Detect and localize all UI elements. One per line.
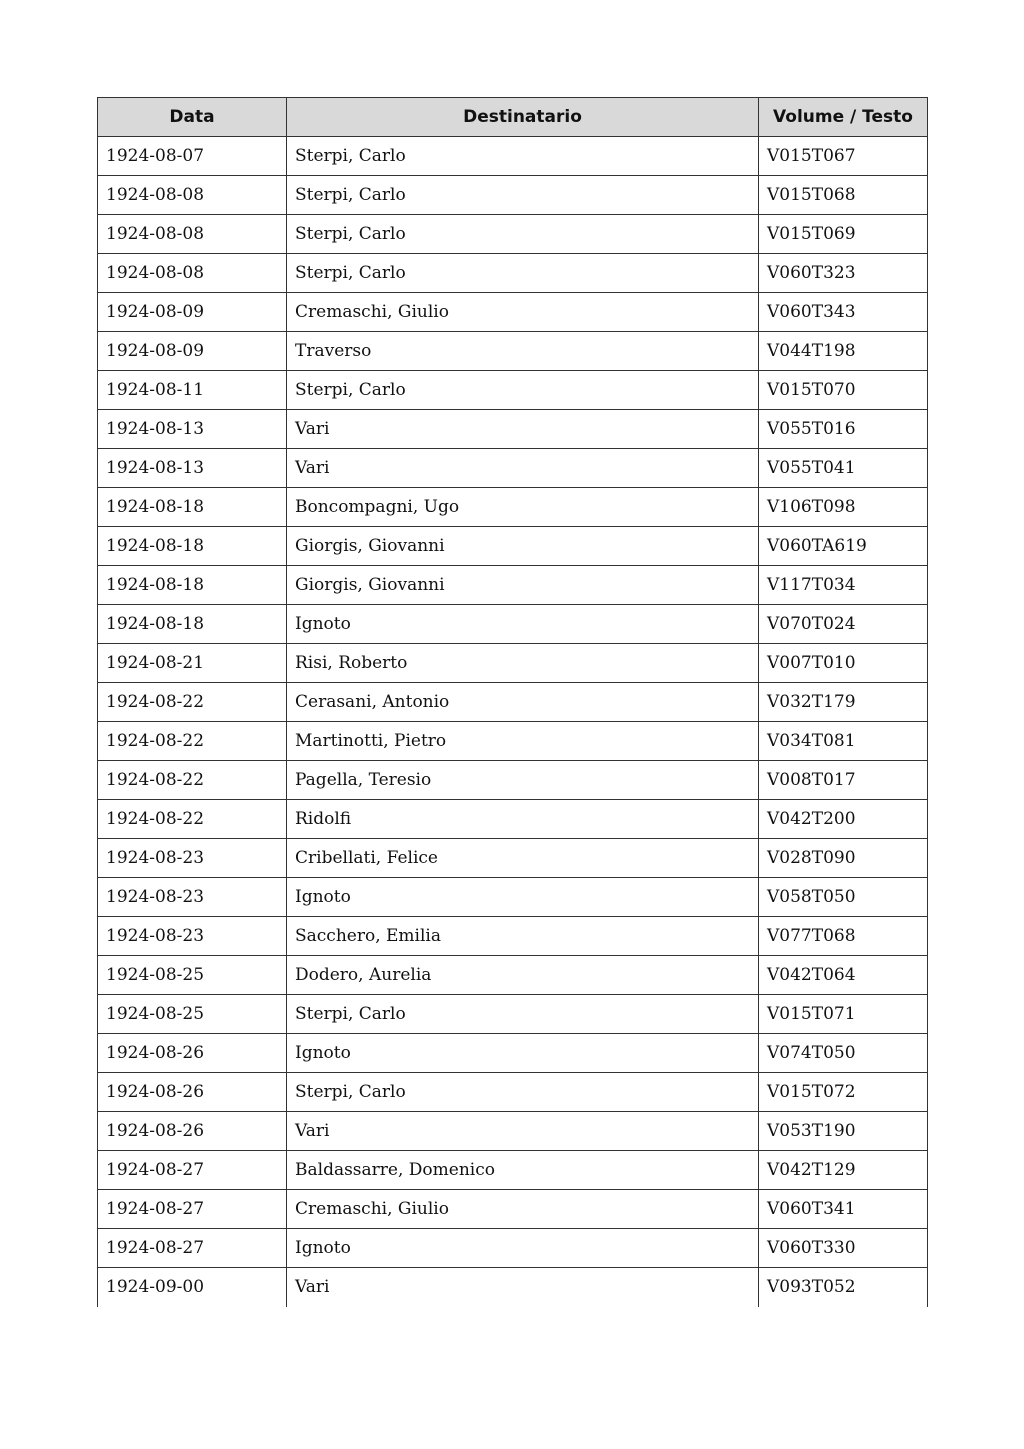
table-row (98, 449, 928, 488)
cell-date: 1924-08-27 (98, 1151, 287, 1190)
cell-date: 1924-08-26 (98, 1073, 287, 1112)
table-row (98, 488, 928, 527)
cell-recipient: Sterpi, Carlo (287, 137, 759, 176)
cell-recipient: Sterpi, Carlo (287, 1073, 759, 1112)
cell-recipient: Vari (287, 449, 759, 488)
table-row (98, 293, 928, 332)
table-row (98, 800, 928, 839)
table-row (98, 878, 928, 917)
header-row (98, 98, 928, 137)
table-body (98, 137, 928, 1307)
cell-volume-text: V117T034 (759, 566, 928, 605)
cell-date: 1924-08-07 (98, 137, 287, 176)
cell-recipient: Vari (287, 410, 759, 449)
cell-date: 1924-08-26 (98, 1034, 287, 1073)
cell-date: 1924-08-18 (98, 527, 287, 566)
cell-date: 1924-08-22 (98, 761, 287, 800)
cell-date: 1924-08-11 (98, 371, 287, 410)
cell-volume-text: V008T017 (759, 761, 928, 800)
cell-date: 1924-08-08 (98, 254, 287, 293)
cell-recipient: Sterpi, Carlo (287, 995, 759, 1034)
cell-recipient: Traverso (287, 332, 759, 371)
cell-volume-text: V074T050 (759, 1034, 928, 1073)
cell-recipient: Martinotti, Pietro (287, 722, 759, 761)
cell-volume-text: V015T070 (759, 371, 928, 410)
cell-recipient: Dodero, Aurelia (287, 956, 759, 995)
cell-volume-text: V032T179 (759, 683, 928, 722)
cell-recipient: Vari (287, 1112, 759, 1151)
table-row (98, 1268, 928, 1307)
cell-recipient: Sterpi, Carlo (287, 176, 759, 215)
cell-recipient: Ignoto (287, 605, 759, 644)
cell-date: 1924-08-08 (98, 215, 287, 254)
cell-volume-text: V015T069 (759, 215, 928, 254)
table-row (98, 1034, 928, 1073)
cell-date: 1924-08-08 (98, 176, 287, 215)
cell-recipient: Ignoto (287, 878, 759, 917)
cell-volume-text: V015T072 (759, 1073, 928, 1112)
table-row (98, 410, 928, 449)
document-page (97, 97, 927, 1307)
cell-recipient: Cribellati, Felice (287, 839, 759, 878)
table-row (98, 1151, 928, 1190)
cell-date: 1924-08-23 (98, 839, 287, 878)
table-row (98, 1112, 928, 1151)
cell-recipient: Giorgis, Giovanni (287, 566, 759, 605)
cell-volume-text: V093T052 (759, 1268, 928, 1307)
cell-date: 1924-08-18 (98, 566, 287, 605)
cell-date: 1924-08-22 (98, 683, 287, 722)
cell-volume-text: V042T200 (759, 800, 928, 839)
cell-date: 1924-08-13 (98, 410, 287, 449)
cell-volume-text: V060T330 (759, 1229, 928, 1268)
cell-volume-text: V077T068 (759, 917, 928, 956)
table-row (98, 527, 928, 566)
cell-date: 1924-08-27 (98, 1229, 287, 1268)
cell-volume-text: V060TA619 (759, 527, 928, 566)
cell-volume-text: V060T341 (759, 1190, 928, 1229)
cell-date: 1924-08-23 (98, 917, 287, 956)
table-row (98, 644, 928, 683)
table-row (98, 332, 928, 371)
table-row (98, 761, 928, 800)
cell-recipient: Ignoto (287, 1229, 759, 1268)
cell-recipient: Sterpi, Carlo (287, 215, 759, 254)
cell-recipient: Risi, Roberto (287, 644, 759, 683)
cell-volume-text: V042T064 (759, 956, 928, 995)
cell-volume-text: V053T190 (759, 1112, 928, 1151)
table-row (98, 722, 928, 761)
cell-volume-text: V042T129 (759, 1151, 928, 1190)
cell-date: 1924-08-22 (98, 800, 287, 839)
cell-date: 1924-09-00 (98, 1268, 287, 1307)
table-row (98, 137, 928, 176)
cell-recipient: Cerasani, Antonio (287, 683, 759, 722)
cell-recipient: Cremaschi, Giulio (287, 293, 759, 332)
table-row (98, 1190, 928, 1229)
cell-date: 1924-08-09 (98, 332, 287, 371)
header-volume-text: Volume / Testo (759, 98, 928, 137)
cell-volume-text: V044T198 (759, 332, 928, 371)
cell-volume-text: V034T081 (759, 722, 928, 761)
table-row (98, 1229, 928, 1268)
cell-recipient: Baldassarre, Domenico (287, 1151, 759, 1190)
cell-date: 1924-08-22 (98, 722, 287, 761)
table-row (98, 254, 928, 293)
cell-volume-text: V055T041 (759, 449, 928, 488)
header-date: Data (98, 98, 287, 137)
cell-date: 1924-08-13 (98, 449, 287, 488)
cell-date: 1924-08-25 (98, 995, 287, 1034)
cell-volume-text: V060T323 (759, 254, 928, 293)
table-row (98, 371, 928, 410)
cell-date: 1924-08-21 (98, 644, 287, 683)
table-row (98, 917, 928, 956)
table-row (98, 1073, 928, 1112)
cell-date: 1924-08-18 (98, 605, 287, 644)
cell-volume-text: V058T050 (759, 878, 928, 917)
header-recipient: Destinatario (287, 98, 759, 137)
table-row (98, 566, 928, 605)
cell-recipient: Vari (287, 1268, 759, 1307)
cell-recipient: Giorgis, Giovanni (287, 527, 759, 566)
cell-volume-text: V106T098 (759, 488, 928, 527)
cell-volume-text: V015T067 (759, 137, 928, 176)
table-row (98, 176, 928, 215)
cell-date: 1924-08-09 (98, 293, 287, 332)
cell-recipient: Pagella, Teresio (287, 761, 759, 800)
cell-recipient: Cremaschi, Giulio (287, 1190, 759, 1229)
cell-volume-text: V055T016 (759, 410, 928, 449)
cell-recipient: Ridolfi (287, 800, 759, 839)
table-row (98, 995, 928, 1034)
cell-volume-text: V028T090 (759, 839, 928, 878)
table-row (98, 605, 928, 644)
cell-recipient: Boncompagni, Ugo (287, 488, 759, 527)
cell-recipient: Sacchero, Emilia (287, 917, 759, 956)
cell-volume-text: V070T024 (759, 605, 928, 644)
cell-recipient: Sterpi, Carlo (287, 371, 759, 410)
table-row (98, 215, 928, 254)
cell-date: 1924-08-26 (98, 1112, 287, 1151)
cell-date: 1924-08-25 (98, 956, 287, 995)
table-row (98, 956, 928, 995)
cell-volume-text: V015T071 (759, 995, 928, 1034)
cell-recipient: Sterpi, Carlo (287, 254, 759, 293)
table-header (98, 98, 928, 137)
cell-volume-text: V007T010 (759, 644, 928, 683)
cell-volume-text: V060T343 (759, 293, 928, 332)
letters-table (97, 97, 928, 1307)
table-row (98, 683, 928, 722)
cell-date: 1924-08-18 (98, 488, 287, 527)
cell-date: 1924-08-27 (98, 1190, 287, 1229)
cell-volume-text: V015T068 (759, 176, 928, 215)
table-row (98, 839, 928, 878)
cell-date: 1924-08-23 (98, 878, 287, 917)
cell-recipient: Ignoto (287, 1034, 759, 1073)
